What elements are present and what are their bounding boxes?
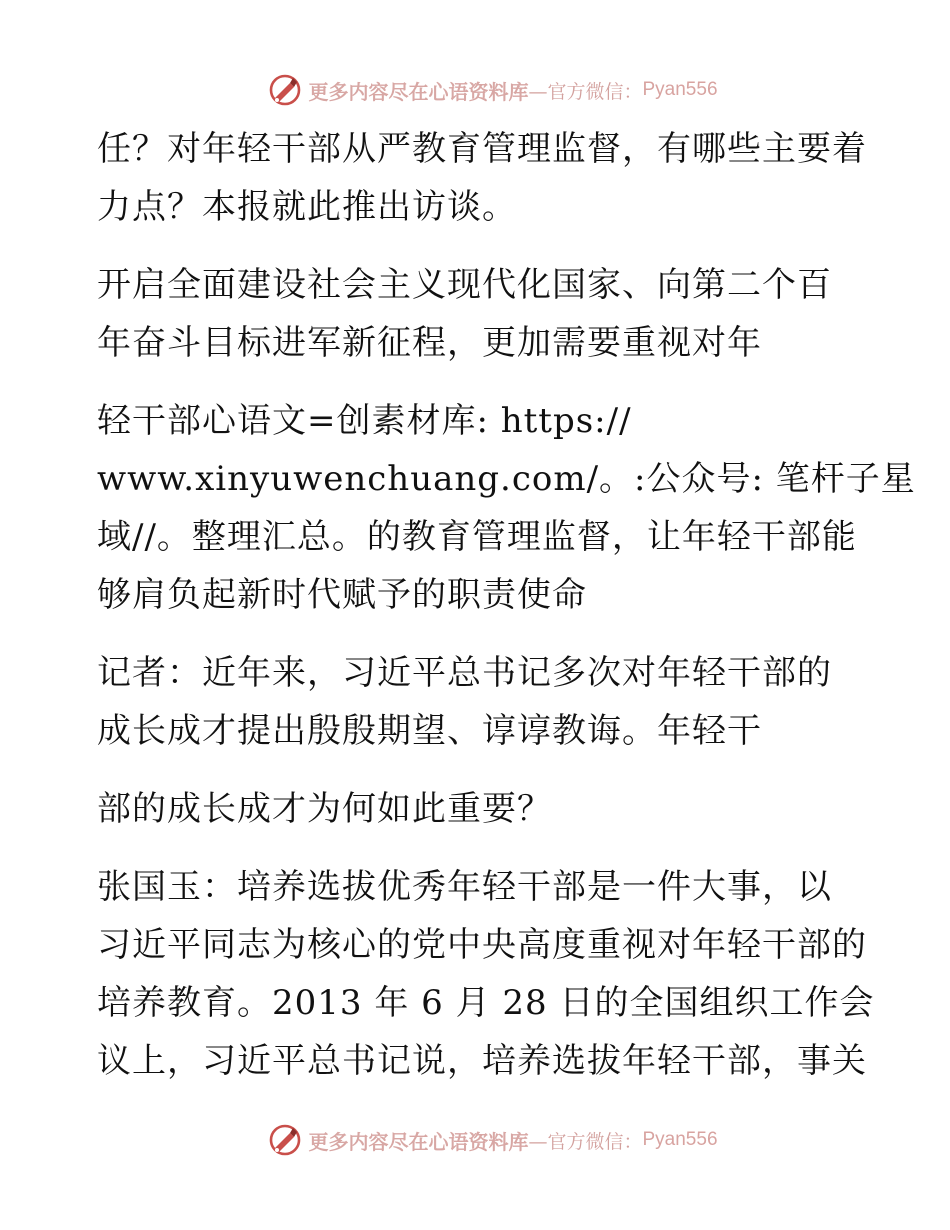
document-body: [97, 120, 916, 1090]
text-line: 域//。整理汇总。的教育管理监督，让年轻干部能: [97, 517, 857, 557]
header-banner: [0, 70, 950, 110]
text-line: 力点？本报就此推出访谈。: [97, 187, 517, 227]
paragraph: [97, 120, 867, 236]
footer-banner-title: 更多内容尽在心语资料库: [308, 1129, 529, 1154]
paragraph: [97, 392, 916, 624]
text-line: www.xinyuwenchuang.com/。:公众号: 笔杆子星: [97, 459, 916, 499]
header-banner-separator: —官方微信：: [528, 80, 643, 103]
text-line: 议上，习近平总书记说，培养选拔年轻干部，事关: [97, 1041, 867, 1081]
text-line: 开启全面建设社会主义现代化国家、向第二个百: [97, 265, 832, 305]
header-banner-content: [268, 73, 717, 107]
text-line: 部的成长成才为何如此重要？: [97, 789, 552, 829]
header-banner-title: 更多内容尽在心语资料库: [308, 79, 529, 104]
text-line: 成长成才提出殷殷期望、谆谆教诲。年轻干: [97, 711, 762, 751]
footer-banner-wechat-id: Pyan556: [642, 1129, 718, 1150]
paragraph: [97, 256, 857, 372]
text-line: 年奋斗目标进军新征程，更加需要重视对年: [97, 323, 762, 363]
text-line: 轻干部心语文=创素材库: https://: [97, 401, 632, 441]
paragraph: [97, 858, 875, 1090]
text-line: 够肩负起新时代赋予的职责使命: [97, 575, 587, 615]
text-line: 记者：近年来，习近平总书记多次对年轻干部的: [97, 653, 832, 693]
text-line: 张国玉：培养选拔优秀年轻干部是一件大事，以: [97, 867, 832, 907]
paragraph: [97, 644, 857, 760]
footer-banner-content: [268, 1123, 717, 1157]
text-line: 培养教育。2013 年 6 月 28 日的全国组织工作会: [97, 983, 875, 1023]
footer-banner-separator: —官方微信：: [528, 1130, 643, 1153]
paragraph: [97, 780, 857, 838]
text-line: 任？对年轻干部从严教育管理监督，有哪些主要着: [97, 129, 867, 169]
pen-logo-icon: [268, 73, 302, 107]
footer-banner: [0, 1120, 950, 1160]
pen-logo-icon: [268, 1123, 302, 1157]
text-line: 习近平同志为核心的党中央高度重视对年轻干部的: [97, 925, 867, 965]
header-banner-wechat-id: Pyan556: [642, 79, 718, 100]
